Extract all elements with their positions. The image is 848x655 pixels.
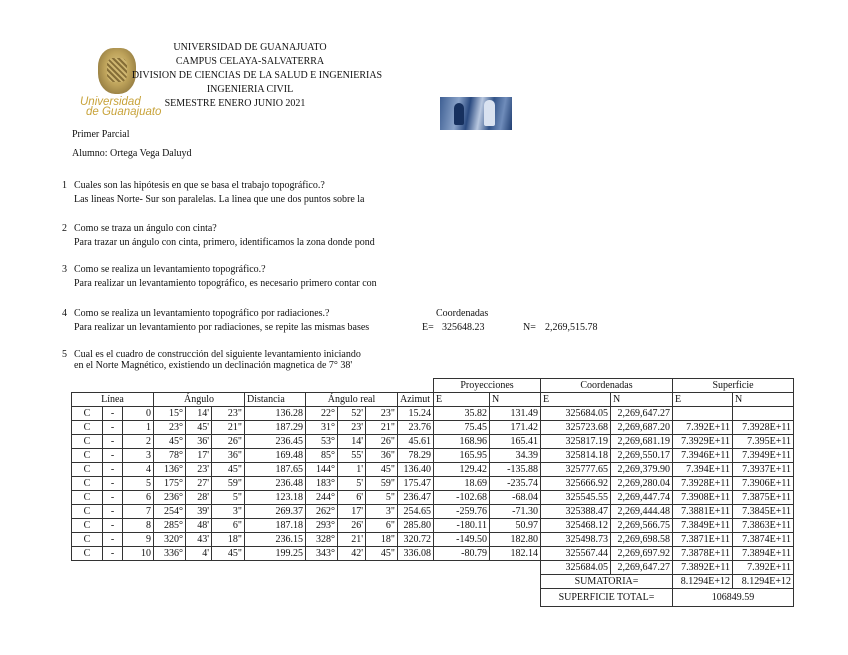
real-angle-seconds: 36" (366, 449, 398, 463)
real-angle-minutes: 26' (338, 519, 366, 533)
azimuth: 254.65 (398, 505, 434, 519)
line-number: 8 (123, 519, 154, 533)
table-row (72, 407, 794, 421)
line-code: C (72, 435, 103, 449)
line-code: C (72, 533, 103, 547)
line-dash: - (103, 533, 123, 547)
real-angle-minutes: 42' (338, 547, 366, 561)
projection-n: 131.49 (490, 407, 541, 421)
line-dash: - (103, 449, 123, 463)
distance: 236.15 (245, 533, 306, 547)
real-angle-degrees: 262° (306, 505, 338, 519)
surface-e: 7.3878E+11 (673, 547, 733, 561)
coordinate-n: 2,269,550.17 (611, 449, 673, 463)
surface-e: 7.3946E+11 (673, 449, 733, 463)
coordinate-e: 325817.19 (541, 435, 611, 449)
surface-n: 7.3937E+11 (733, 463, 794, 477)
coords-e-value: 325648.23 (442, 322, 485, 333)
real-angle-seconds: 23" (366, 407, 398, 421)
real-angle-minutes: 6' (338, 491, 366, 505)
question-1 (62, 180, 365, 205)
header-angulo: Ángulo (154, 393, 245, 407)
table-row (72, 449, 794, 463)
real-angle-degrees: 244° (306, 491, 338, 505)
answer-text: Las lineas Norte- Sur son paralelas. La linea que une dos puntos sobre la (74, 194, 365, 205)
header-coordenadas: Coordenadas (541, 379, 673, 393)
real-angle-degrees: 22° (306, 407, 338, 421)
question-text: Cuales son las hipótesis en que se basa el trabajo topográfico.? (74, 180, 325, 191)
angle-seconds: 18" (212, 533, 245, 547)
closing-sup-e: 7.3892E+11 (673, 561, 733, 575)
angle-degrees: 78° (154, 449, 186, 463)
table-row (72, 547, 794, 561)
line-code: C (72, 505, 103, 519)
coordinate-e: 325545.55 (541, 491, 611, 505)
angle-minutes: 4' (186, 547, 212, 561)
angle-degrees: 23° (154, 421, 186, 435)
real-angle-seconds: 18" (366, 533, 398, 547)
azimuth: 136.40 (398, 463, 434, 477)
distance: 187.18 (245, 519, 306, 533)
angle-degrees: 336° (154, 547, 186, 561)
line-dash: - (103, 505, 123, 519)
projection-n: -68.04 (490, 491, 541, 505)
header-sup-n: N (733, 393, 794, 407)
projection-e: 35.82 (434, 407, 490, 421)
coordinate-n: 2,269,444.48 (611, 505, 673, 519)
projection-e: 168.96 (434, 435, 490, 449)
angle-minutes: 43' (186, 533, 212, 547)
real-angle-seconds: 45" (366, 547, 398, 561)
header-semester: SEMESTRE ENERO JUNIO 2021 (164, 98, 306, 109)
table-row (72, 477, 794, 491)
question-number: 5 (62, 349, 67, 360)
angle-seconds: 3" (212, 505, 245, 519)
coordinate-n: 2,269,647.27 (611, 407, 673, 421)
surface-e: 7.394E+11 (673, 463, 733, 477)
table-row (72, 421, 794, 435)
projection-n: -71.30 (490, 505, 541, 519)
surface-e (673, 407, 733, 421)
real-angle-seconds: 21" (366, 421, 398, 435)
line-dash: - (103, 477, 123, 491)
question-text: Como se traza un ángulo con cinta? (74, 223, 217, 234)
distance: 236.45 (245, 435, 306, 449)
coords-title: Coordenadas (436, 308, 489, 319)
real-angle-minutes: 17' (338, 505, 366, 519)
sum-label: SUMATORIA= (541, 575, 673, 589)
angle-minutes: 27' (186, 477, 212, 491)
angle-minutes: 23' (186, 463, 212, 477)
angle-seconds: 23" (212, 407, 245, 421)
real-angle-degrees: 343° (306, 547, 338, 561)
line-number: 5 (123, 477, 154, 491)
real-angle-minutes: 52' (338, 407, 366, 421)
real-angle-minutes: 1' (338, 463, 366, 477)
angle-degrees: 45° (154, 435, 186, 449)
projection-n: 50.97 (490, 519, 541, 533)
header-linea: Línea (72, 393, 154, 407)
closing-coord-e: 325684.05 (541, 561, 611, 575)
real-angle-minutes: 14' (338, 435, 366, 449)
real-angle-degrees: 85° (306, 449, 338, 463)
angle-minutes: 28' (186, 491, 212, 505)
angle-degrees: 320° (154, 533, 186, 547)
surface-e: 7.392E+11 (673, 421, 733, 435)
total-row (72, 589, 794, 607)
projection-n: 182.80 (490, 533, 541, 547)
real-angle-minutes: 23' (338, 421, 366, 435)
line-dash: - (103, 407, 123, 421)
azimuth: 285.80 (398, 519, 434, 533)
real-angle-seconds: 6" (366, 519, 398, 533)
question-3 (62, 264, 377, 289)
coordinate-n: 2,269,379.90 (611, 463, 673, 477)
projection-e: 75.45 (434, 421, 490, 435)
coordinate-e: 325814.18 (541, 449, 611, 463)
header-superficie: Superficie (673, 379, 794, 393)
line-number: 4 (123, 463, 154, 477)
angle-minutes: 48' (186, 519, 212, 533)
question-number: 3 (62, 264, 67, 275)
header-program: INGENIERIA CIVIL (206, 84, 294, 95)
line-number: 10 (123, 547, 154, 561)
question-text-line-2: en el Norte Magnético, existiendo un declinación magnetica de 7° 38' (74, 360, 353, 371)
real-angle-degrees: 53° (306, 435, 338, 449)
surface-e: 7.3908E+11 (673, 491, 733, 505)
question-2 (62, 223, 375, 248)
table-row (72, 519, 794, 533)
table-row (72, 491, 794, 505)
coords-n-label: N= (523, 322, 536, 333)
projection-e: -102.68 (434, 491, 490, 505)
real-angle-degrees: 293° (306, 519, 338, 533)
coordinate-e: 325498.73 (541, 533, 611, 547)
sum-e: 8.1294E+12 (673, 575, 733, 589)
surface-n: 7.3874E+11 (733, 533, 794, 547)
projection-n: 34.39 (490, 449, 541, 463)
surface-e: 7.3849E+11 (673, 519, 733, 533)
azimuth: 236.47 (398, 491, 434, 505)
angle-minutes: 14' (186, 407, 212, 421)
closing-coord-n: 2,269,647.27 (611, 561, 673, 575)
projection-e: 129.42 (434, 463, 490, 477)
projection-e: 18.69 (434, 477, 490, 491)
angle-minutes: 39' (186, 505, 212, 519)
exam-title: Primer Parcial (72, 129, 130, 140)
real-angle-seconds: 26" (366, 435, 398, 449)
question-number: 4 (62, 308, 67, 319)
surface-n: 7.3928E+11 (733, 421, 794, 435)
surface-e: 7.3928E+11 (673, 477, 733, 491)
total-label: SUPERFICIE TOTAL= (541, 589, 673, 607)
header-proyecciones: Proyecciones (434, 379, 541, 393)
angle-minutes: 17' (186, 449, 212, 463)
distance: 136.28 (245, 407, 306, 421)
projection-e: -180.11 (434, 519, 490, 533)
line-code: C (72, 463, 103, 477)
azimuth: 336.08 (398, 547, 434, 561)
line-number: 3 (123, 449, 154, 463)
coordinate-e: 325388.47 (541, 505, 611, 519)
table-row (72, 463, 794, 477)
header-azimut: Azimut (398, 393, 434, 407)
header-sup-e: E (673, 393, 733, 407)
real-angle-minutes: 55' (338, 449, 366, 463)
line-number: 2 (123, 435, 154, 449)
column-header-row (72, 393, 794, 407)
table-row (72, 533, 794, 547)
coordinate-n: 2,269,698.58 (611, 533, 673, 547)
surface-n: 7.3875E+11 (733, 491, 794, 505)
projection-n: 165.41 (490, 435, 541, 449)
surface-e: 7.3929E+11 (673, 435, 733, 449)
real-angle-degrees: 31° (306, 421, 338, 435)
projection-e: -149.50 (434, 533, 490, 547)
real-angle-seconds: 5" (366, 491, 398, 505)
projection-n: 171.42 (490, 421, 541, 435)
sum-row (72, 575, 794, 589)
distance: 199.25 (245, 547, 306, 561)
coordinate-e: 325567.44 (541, 547, 611, 561)
header-photo (440, 97, 512, 130)
line-number: 0 (123, 407, 154, 421)
header-coord-n: N (611, 393, 673, 407)
projection-e: -80.79 (434, 547, 490, 561)
distance: 169.48 (245, 449, 306, 463)
header-proy-e: E (434, 393, 490, 407)
azimuth: 15.24 (398, 407, 434, 421)
sum-n: 8.1294E+12 (733, 575, 794, 589)
angle-minutes: 45' (186, 421, 212, 435)
coordinate-n: 2,269,697.92 (611, 547, 673, 561)
real-angle-degrees: 183° (306, 477, 338, 491)
angle-degrees: 254° (154, 505, 186, 519)
coords-e-label: E= (422, 322, 434, 333)
surface-n: 7.3863E+11 (733, 519, 794, 533)
line-dash: - (103, 421, 123, 435)
coordinate-e: 325468.12 (541, 519, 611, 533)
azimuth: 78.29 (398, 449, 434, 463)
line-code: C (72, 547, 103, 561)
angle-seconds: 45" (212, 547, 245, 561)
question-4 (62, 308, 370, 333)
table-row (72, 505, 794, 519)
header-distancia: Distancia (245, 393, 306, 407)
distance: 269.37 (245, 505, 306, 519)
header-coord-e: E (541, 393, 611, 407)
line-dash: - (103, 463, 123, 477)
surface-n (733, 407, 794, 421)
coordinate-n: 2,269,566.75 (611, 519, 673, 533)
closing-row (72, 561, 794, 575)
surface-n: 7.3906E+11 (733, 477, 794, 491)
surface-n: 7.3949E+11 (733, 449, 794, 463)
projection-e: 165.95 (434, 449, 490, 463)
projection-n: -235.74 (490, 477, 541, 491)
projection-e: -259.76 (434, 505, 490, 519)
angle-degrees: 175° (154, 477, 186, 491)
real-angle-seconds: 45" (366, 463, 398, 477)
line-dash: - (103, 491, 123, 505)
projection-n: 182.14 (490, 547, 541, 561)
distance: 123.18 (245, 491, 306, 505)
surface-n: 7.3894E+11 (733, 547, 794, 561)
distance: 187.29 (245, 421, 306, 435)
header-university: UNIVERSIDAD DE GUANAJUATO (173, 42, 327, 53)
question-text: Como se realiza un levantamiento topográfico por radiaciones.? (74, 308, 330, 319)
angle-seconds: 59" (212, 477, 245, 491)
coords-n-value: 2,269,515.78 (545, 322, 598, 333)
angle-seconds: 26" (212, 435, 245, 449)
coordinate-e: 325666.92 (541, 477, 611, 491)
distance: 236.48 (245, 477, 306, 491)
angle-degrees: 236° (154, 491, 186, 505)
line-number: 6 (123, 491, 154, 505)
angle-seconds: 45" (212, 463, 245, 477)
answer-text: Para trazar un ángulo con cinta, primero, identificamos la zona donde pond (74, 237, 375, 248)
line-code: C (72, 477, 103, 491)
angle-seconds: 21" (212, 421, 245, 435)
distance: 187.65 (245, 463, 306, 477)
line-code: C (72, 449, 103, 463)
real-angle-seconds: 3" (366, 505, 398, 519)
real-angle-minutes: 5' (338, 477, 366, 491)
question-number: 2 (62, 223, 67, 234)
wordmark-line-1: Universidad (80, 96, 141, 108)
angle-seconds: 6" (212, 519, 245, 533)
line-dash: - (103, 519, 123, 533)
line-number: 7 (123, 505, 154, 519)
angle-degrees: 285° (154, 519, 186, 533)
azimuth: 45.61 (398, 435, 434, 449)
line-code: C (72, 491, 103, 505)
student-name: Alumno: Ortega Vega Daluyd (72, 148, 192, 159)
coordinate-e: 325723.68 (541, 421, 611, 435)
line-code: C (72, 421, 103, 435)
header-angulo-real: Ángulo real (306, 393, 398, 407)
angle-degrees: 15° (154, 407, 186, 421)
coordinate-n: 2,269,687.20 (611, 421, 673, 435)
projection-n: -135.88 (490, 463, 541, 477)
angle-minutes: 36' (186, 435, 212, 449)
surface-n: 7.3845E+11 (733, 505, 794, 519)
question-number: 1 (62, 180, 67, 191)
question-text: Cual es el cuadro de construcción del siguiente levantamiento iniciando (74, 349, 361, 360)
table-row (72, 435, 794, 449)
azimuth: 320.72 (398, 533, 434, 547)
surface-e: 7.3881E+11 (673, 505, 733, 519)
real-angle-seconds: 59" (366, 477, 398, 491)
coordinate-e: 325777.65 (541, 463, 611, 477)
group-header-row (72, 379, 794, 393)
coordinate-n: 2,269,280.04 (611, 477, 673, 491)
construction-table (71, 378, 794, 607)
line-number: 1 (123, 421, 154, 435)
coordinate-n: 2,269,681.19 (611, 435, 673, 449)
angle-degrees: 136° (154, 463, 186, 477)
azimuth: 23.76 (398, 421, 434, 435)
wordmark-line-2: de Guanajuato (86, 106, 162, 118)
surface-n: 7.395E+11 (733, 435, 794, 449)
total-value: 106849.59 (673, 589, 794, 607)
line-dash: - (103, 547, 123, 561)
angle-seconds: 36" (212, 449, 245, 463)
angle-seconds: 5" (212, 491, 245, 505)
question-5 (62, 349, 361, 371)
answer-text: Para realizar un levantamiento por radiaciones, se repite las mismas bases (74, 322, 370, 333)
header-campus: CAMPUS CELAYA-SALVATERRA (175, 56, 325, 67)
line-code: C (72, 519, 103, 533)
header-division: DIVISION DE CIENCIAS DE LA SALUD E INGENIERIAS (131, 70, 383, 81)
question-text: Como se realiza un levantamiento topográfico.? (74, 264, 266, 275)
line-code: C (72, 407, 103, 421)
line-dash: - (103, 435, 123, 449)
real-angle-degrees: 144° (306, 463, 338, 477)
real-angle-degrees: 328° (306, 533, 338, 547)
azimuth: 175.47 (398, 477, 434, 491)
coordinate-n: 2,269,447.74 (611, 491, 673, 505)
closing-sup-n: 7.392E+11 (733, 561, 794, 575)
answer-text: Para realizar un levantamiento topográfico, es necesario primero contar con (74, 278, 377, 289)
line-number: 9 (123, 533, 154, 547)
surface-e: 7.3871E+11 (673, 533, 733, 547)
header-proy-n: N (490, 393, 541, 407)
real-angle-minutes: 21' (338, 533, 366, 547)
coordinate-e: 325684.05 (541, 407, 611, 421)
